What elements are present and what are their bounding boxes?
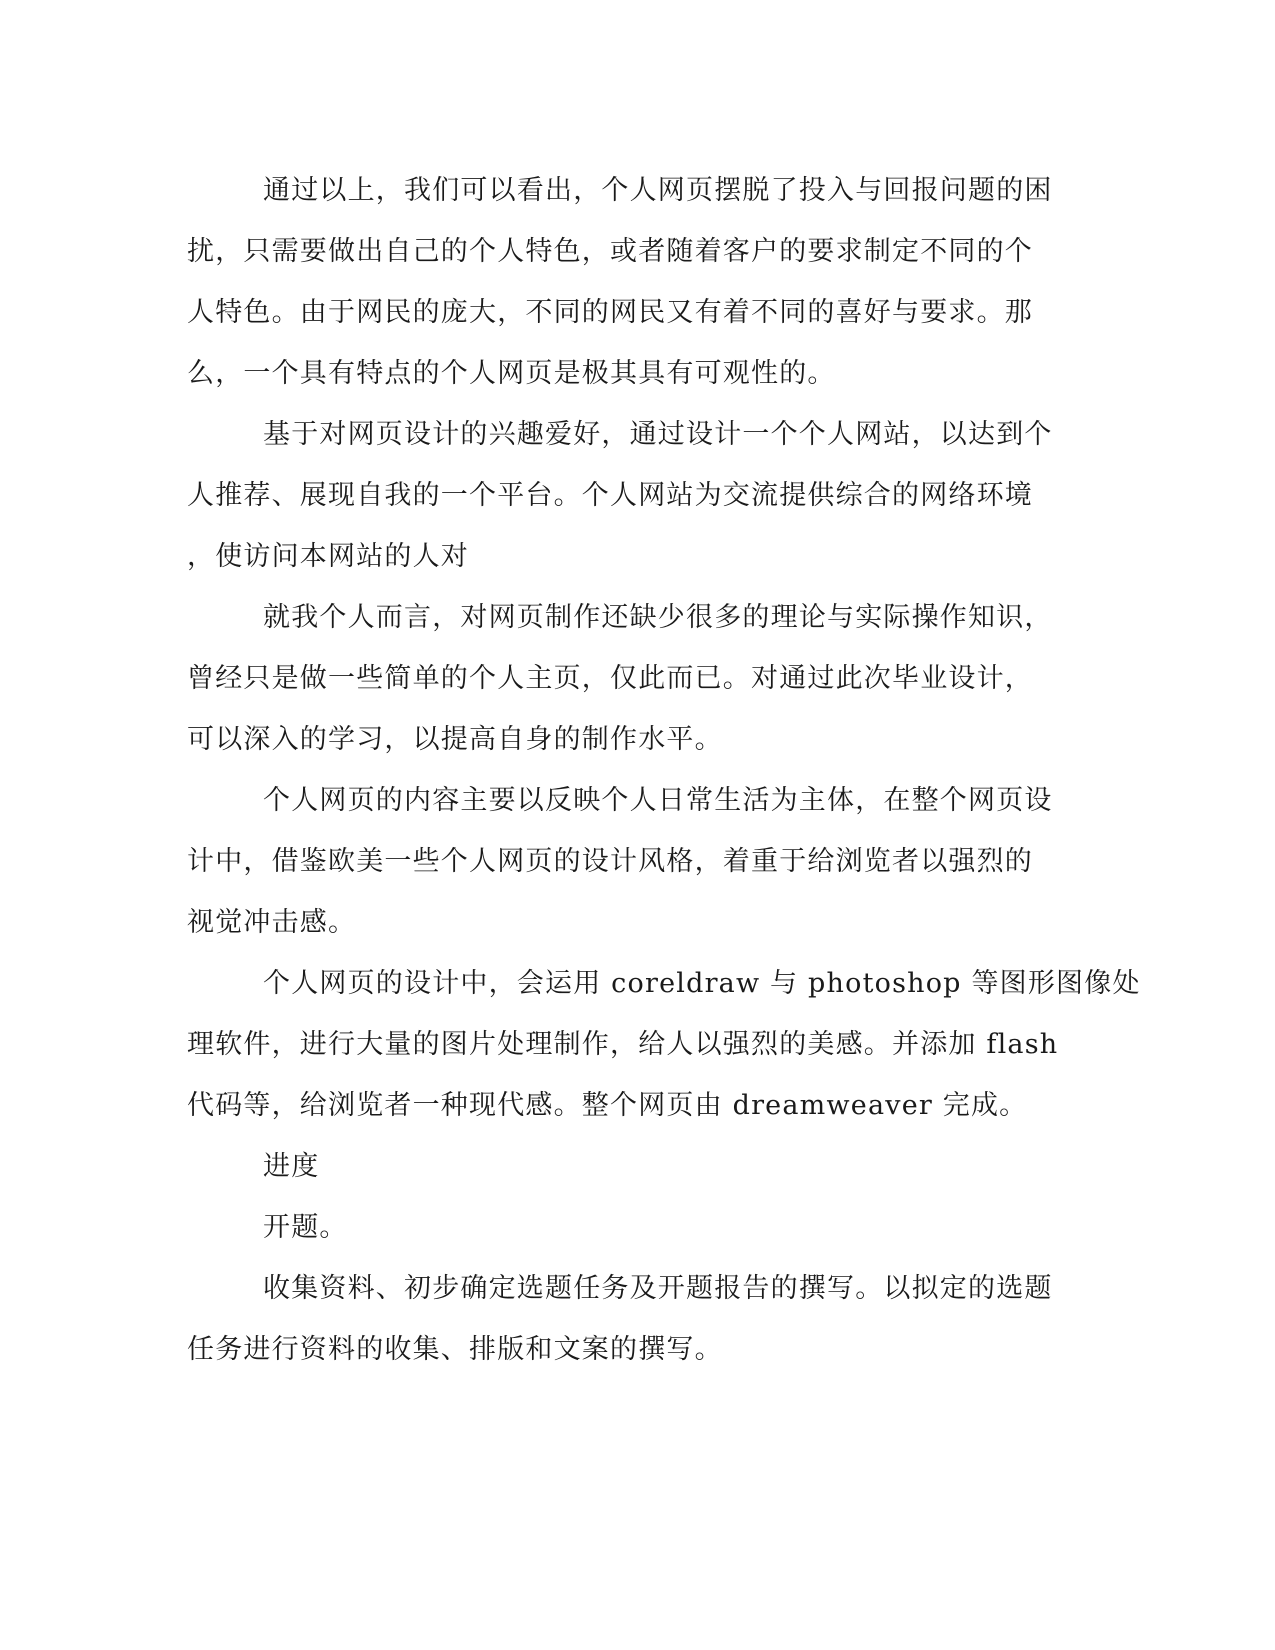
paragraph-personal-statement (187, 587, 1067, 770)
text-line: 扰，只需要做出自己的个人特色，或者随着客户的要求制定不同的个 (187, 236, 1033, 267)
paragraph-content-style (187, 770, 1067, 953)
text-line: 可以深入的学习，以提高自身的制作水平。 (187, 724, 723, 755)
paragraph-design-interest (187, 404, 1067, 587)
text-line: 开题。 (263, 1212, 348, 1243)
text-line: 计中，借鉴欧美一些个人网页的设计风格，着重于给浏览者以强烈的 (187, 846, 1033, 877)
text-line: 就我个人而言，对网页制作还缺少很多的理论与实际操作知识， (263, 602, 1053, 633)
text-line: 人推荐、展现自我的一个平台。个人网站为交流提供综合的网络环境 (187, 480, 1033, 511)
document-body (187, 160, 1141, 1380)
text-line: 理软件，进行大量的图片处理制作，给人以强烈的美感。并添加 flash (187, 1029, 1059, 1060)
text-line: 个人网页的内容主要以反映个人日常生活为主体，在整个网页设 (263, 785, 1053, 816)
progress-item-proposal (187, 1197, 1067, 1258)
paragraph-data-collection (187, 1258, 1067, 1380)
text-line: 收集资料、初步确定选题任务及开题报告的撰写。以拟定的选题 (263, 1273, 1053, 1304)
text-line: 代码等，给浏览者一种现代感。整个网页由 dreamweaver 完成。 (187, 1090, 1028, 1121)
paragraph-tools-used (187, 953, 1141, 1136)
text-line: 基于对网页设计的兴趣爱好，通过设计一个个人网站，以达到个 (263, 419, 1053, 450)
section-heading-progress (187, 1136, 1067, 1197)
text-line: 么，一个具有特点的个人网页是极其具有可观性的。 (187, 358, 836, 389)
text-line: 视觉冲击感。 (187, 907, 357, 938)
text-line: 通过以上，我们可以看出，个人网页摆脱了投入与回报问题的困 (263, 175, 1053, 206)
text-line: 进度 (263, 1151, 320, 1182)
paragraph-personal-page-features (187, 160, 1067, 404)
text-line: 个人网页的设计中，会运用 coreldraw 与 photoshop 等图形图像处 (263, 968, 1141, 999)
text-line: 曾经只是做一些简单的个人主页，仅此而已。对通过此次毕业设计， (187, 663, 1033, 694)
text-line: 人特色。由于网民的庞大，不同的网民又有着不同的喜好与要求。那 (187, 297, 1033, 328)
text-line: 任务进行资料的收集、排版和文案的撰写。 (187, 1334, 723, 1365)
text-line: ，使访问本网站的人对 (187, 541, 469, 572)
